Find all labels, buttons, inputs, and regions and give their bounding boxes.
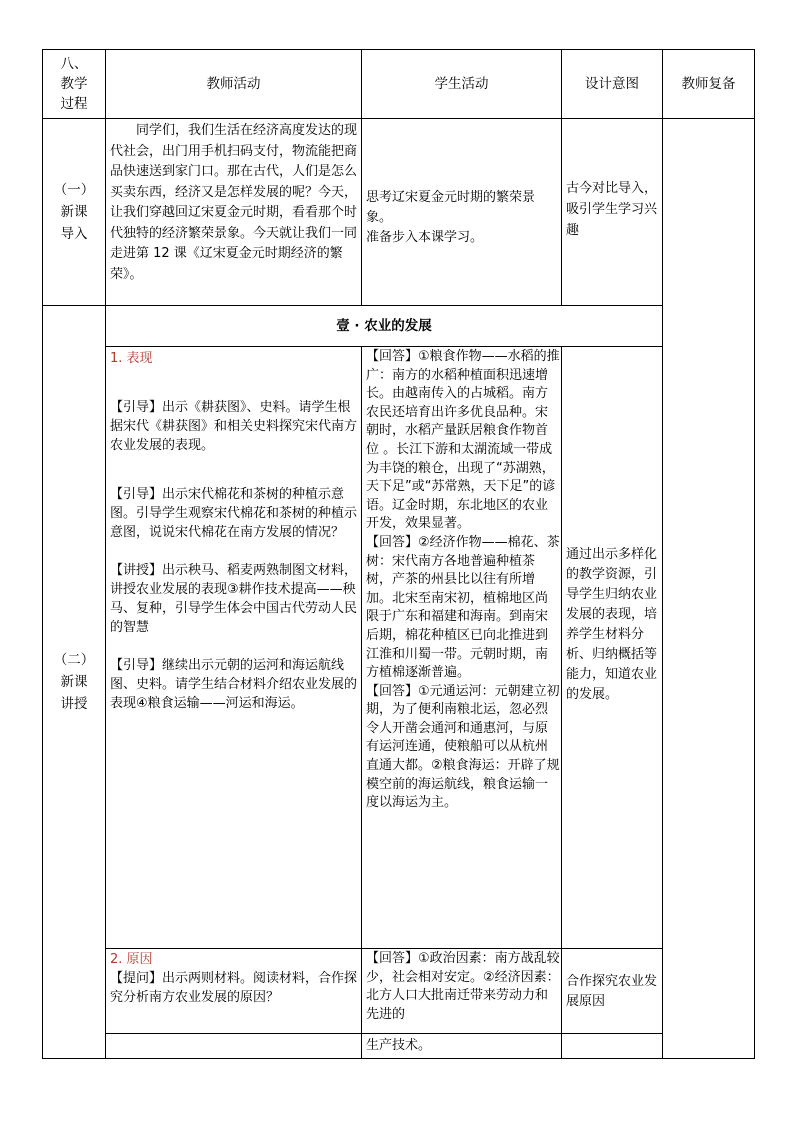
header-design-intent: [562, 50, 662, 118]
sub1-heading: 1. 表现: [110, 351, 153, 366]
header-teacher-activity: [106, 50, 361, 118]
spacer: [110, 637, 360, 656]
teacher-item-4: 【引导】继续出示元朝的运河和海运航线图、史料。请学生结合材料介绍农业发展的表现④粮食运输——河运和海运。: [110, 658, 358, 711]
sub2-heading: 2. 原因: [110, 952, 153, 967]
sub2-intent-text: 合作探究农业发展原因: [566, 974, 658, 1009]
intro-student-text: 思考辽宋夏金元时期的繁荣景象。 准备步入本课学习。: [366, 190, 536, 245]
header-student-activity-label: 学生活动: [434, 75, 489, 92]
header-process-label: 八、 教学 过程: [60, 56, 88, 112]
stage-new-lesson-label: （二） 新课 讲授: [53, 652, 95, 712]
spacer: [110, 542, 360, 561]
intro-teacher-cell: [110, 121, 358, 304]
intro-student-cell: [366, 188, 558, 248]
sub2-student-tail-cell: [366, 1036, 560, 1058]
teacher-item-1: 【引导】出示《耕获图》、史料。请学生根据宋代《耕获图》和相关史料探究宋代南方农业发展的表现。: [110, 400, 358, 453]
header-teacher-review-label: 教师复备: [681, 75, 736, 92]
intro-intent-text: 古今对比导入，吸引学生学习兴趣: [566, 181, 658, 238]
teacher-item-2: 【引导】出示宋代棉花和茶树的种植示意图。引导学生观察宋代棉花和茶树的种植示意图，说说宋代棉花在南方发展的情况？: [110, 487, 358, 540]
spacer: [110, 455, 360, 485]
sub2-student-text: 【回答】①政治因素：南方战乱较少，社会相对安定。②经济因素：北方人口大批南迁带来劳动力和先进的: [366, 951, 560, 1022]
intro-intent-cell: [566, 178, 660, 244]
header-process: [43, 50, 105, 118]
teacher-item-3: 【讲授】出示秧马、稻麦两熟制图文材料，讲授农业发展的表现③耕作技术提高——秧马、复种，引导学生体会中国古代劳动人民的智慧: [110, 563, 358, 635]
header-teacher-review: [663, 50, 754, 118]
sub2-student-cell: [366, 950, 560, 1032]
sub1-teacher-cell: [110, 349, 360, 947]
header-student-activity: [362, 50, 561, 118]
sub1-intent-cell: [566, 545, 660, 765]
stage-intro-label: （一） 新课 导入: [53, 182, 95, 242]
header-design-intent-label: 设计意图: [585, 75, 639, 92]
sub2-teacher-cell: [110, 950, 360, 1032]
sub2-intent-cell: [566, 972, 660, 1022]
intro-teacher-text: 同学们，我们生活在经济高度发达的现代社会，出门用手机扫码支付，物流能把商品快速送到家门口。那在古代，人们是怎么买卖东西，经济又是怎样发展的呢？今天，让我们穿越回辽宋夏金元时期，看看那个时代独特的经济繁荣景象。今天就让我们一同走进第 12 课《辽宋夏金元时期经济的繁荣》。: [110, 123, 358, 282]
spacer: [110, 368, 360, 398]
header-teacher-activity-label: 教师活动: [206, 75, 261, 92]
sub2-student-tail: 生产技术。: [366, 1038, 432, 1053]
section-title: [106, 306, 662, 346]
stage-new-lesson: [43, 306, 105, 1058]
section-title-text: 壹 · 农业的发展: [336, 317, 432, 334]
sub1-student-cell: [366, 348, 560, 947]
student-item-2: 【回答】②经济作物——棉花、茶树：宋代南方各地普遍种植茶树，产茶的州县比以往有所增加。北宋至南宋初，植棉地区尚限于广东和福建和海南。到南宋后期，棉花种植区已向北推进到江淮和川蜀一带。元朝时期，南方植棉逐渐普遍。: [366, 534, 560, 681]
student-item-3: 【回答】①元通运河：元朝建立初期，为了便利南粮北运，忽必烈令人开凿会通河和通惠河，与原有运河连通，使粮船可以从杭州直通大都。②粮食海运：开辟了规模空前的海运航线，粮食运输一度以海运为主。: [366, 683, 560, 811]
sub2-teacher-text: 【提问】出示两则材料。阅读材料，合作探究分析南方农业发展的原因？: [110, 971, 358, 1005]
stage-intro: [43, 119, 105, 305]
sub1-intent-text: 通过出示多样化的教学资源，引导学生归纳农业发展的表现，培养学生材料分析、归纳概括等能力，知道农业的发展。: [566, 547, 658, 702]
student-item-1: 【回答】①粮食作物——水稻的推广：南方的水稻种植面积迅速增长。由越南传入的占城稻。南方农民还培育出许多优良品种。宋朝时，水稻产量跃居粮食作物首位 。长江下游和太湖流域一带成为丰饶的粮仓，出现了“苏湖熟，天下足”或“苏常熟，天下足”的谚语。辽金时期，东北地区的农业开发，效果显著。: [366, 349, 560, 532]
